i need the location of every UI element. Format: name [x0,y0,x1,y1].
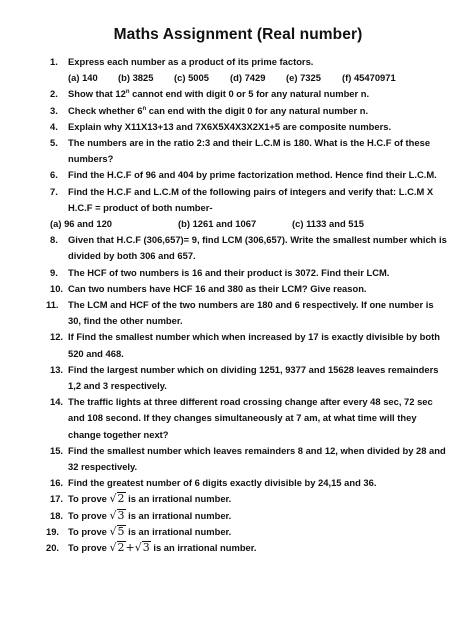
question-text-end: is an irrational number. [153,542,257,554]
question-text: Find the smallest number which leaves remainders 8 and 12, when divided by 28 and 32 respectively. [68,444,446,473]
sqrt-sign: √ [109,524,117,538]
sqrt-sign: √ [109,508,117,522]
question-number: 1. [50,56,58,67]
question-text-start: To prove [68,542,107,554]
radicand: 3 [117,508,125,522]
question-text-end: is an irrational number. [128,493,232,505]
question-number: 4. [50,120,58,132]
question-text-end: can end with the digit 0 for any natural number n. [148,104,369,116]
question-3 [50,103,448,119]
radicand: 2 [117,492,125,506]
sqrt-sign: √ [134,541,142,555]
question-text-start: Check whether 6 [68,104,143,116]
question-number: 11. [46,299,59,311]
question-2 [50,86,448,102]
question-text: The HCF of two numbers is 16 and their product is 3072. Find their LCM. [68,266,390,278]
radicand: 3 [142,541,150,555]
question-7 [50,184,448,216]
question-text: Explain why X11X13+13 and 7X6X5X4X3X2X1+5 are composite numbers. [68,120,392,132]
radicand: 2 [117,541,125,555]
question-5 [50,135,448,167]
option-a: (a) 140 [68,72,98,84]
option-f: (f) 45470971 [342,72,396,84]
question-text-end: is an irrational number. [128,525,232,537]
sqrt-3 [110,509,126,522]
question-text: Find the H.C.F of 96 and 404 by prime factorization method. Hence find their L.C.M. [68,169,437,181]
plus-sign: + [125,541,135,555]
question-12 [50,329,448,361]
question-number: 12. [50,331,64,343]
superscript-n: n [142,105,147,112]
question-1 [50,54,448,70]
question-number: 10. [50,282,64,294]
question-text: The LCM and HCF of the two numbers are 180 and 6 respectively. If one number is 30, find the other number. [68,299,434,327]
question-number: 14. [50,396,64,408]
question-8 [50,232,448,264]
question-9 [50,265,448,281]
sqrt-2-plus-sqrt-3 [110,541,151,554]
option-c: (c) 1133 and 515 [292,218,364,230]
sqrt-5 [110,525,126,538]
option-c: (c) 5005 [174,72,209,84]
sqrt-2 [110,492,126,505]
question-4 [50,119,448,135]
question-15 [50,443,448,475]
question-text: Find the largest number which on dividing 1251, 9377 and 15628 leaves remainders 1,2 and 3 respectively. [68,363,439,392]
question-7-options [50,216,448,232]
question-number: 17. [50,493,64,505]
sqrt-sign: √ [109,541,117,555]
question-1-options [68,70,448,86]
question-number: 15. [50,444,64,456]
page-title: Maths Assignment (Real number) [113,26,363,43]
question-number: 13. [50,363,64,375]
question-number: 18. [50,509,64,521]
question-number: 3. [50,104,58,116]
question-17 [50,491,448,507]
question-10 [50,281,448,297]
question-14 [50,394,448,443]
question-text-start: Show that 12 [68,88,126,100]
question-text: Find the greatest number of 6 digits exactly divisible by 24,15 and 36. [68,477,377,489]
question-text-end: cannot end with digit 0 or 5 for any natural number n. [132,88,370,100]
option-b: (b) 1261 and 1067 [178,218,257,230]
option-d: (d) 7429 [230,72,266,84]
question-number: 9. [50,266,58,278]
question-text-start: To prove [68,493,107,505]
question-16 [50,475,448,491]
question-text: The numbers are in the ratio 2:3 and their L.C.M is 180. What is the H.C.F of these numbers? [68,137,431,165]
question-text: If Find the smallest number which when increased by 17 is exactly divisible by both 520 and 468. [68,331,440,359]
question-text: Find the H.C.F and L.C.M of the following pairs of integers and verify that: L.C.M X H.C.F = product of both number- [68,185,434,213]
question-text: Given that H.C.F (306,657)= 9, find LCM (306,657). Write the smallest number which is divided by both 306 and 657. [68,234,447,262]
question-text-start: To prove [68,525,107,537]
option-e: (e) 7325 [286,72,321,84]
question-text: Express each number as a product of its prime factors. [68,56,314,67]
option-b: (b) 3825 [118,72,154,84]
question-20 [46,540,448,556]
question-text: The traffic lights at three different road crossing change after every 48 sec, 72 sec and 108 second. If they changes simultaneously at 7 am, at what time will they change together next? [68,396,433,440]
question-number: 8. [50,234,58,246]
question-number: 16. [50,477,64,489]
question-13 [50,362,448,394]
question-number: 2. [50,88,58,100]
sqrt-sign: √ [109,492,117,506]
question-18 [50,508,448,524]
question-text: Can two numbers have HCF 16 and 380 as their LCM? Give reason. [68,282,367,294]
question-text-end: is an irrational number. [128,509,232,521]
radicand: 5 [117,524,125,538]
question-11 [46,297,448,329]
question-number: 20. [46,542,60,554]
superscript-n: n [125,89,130,96]
question-number: 5. [50,137,58,149]
question-text-start: To prove [68,509,107,521]
question-number: 6. [50,169,58,181]
question-number: 19. [46,525,60,537]
question-number: 7. [50,185,58,197]
option-a: (a) 96 and 120 [50,218,113,230]
question-19 [46,524,448,540]
question-6 [50,167,448,183]
